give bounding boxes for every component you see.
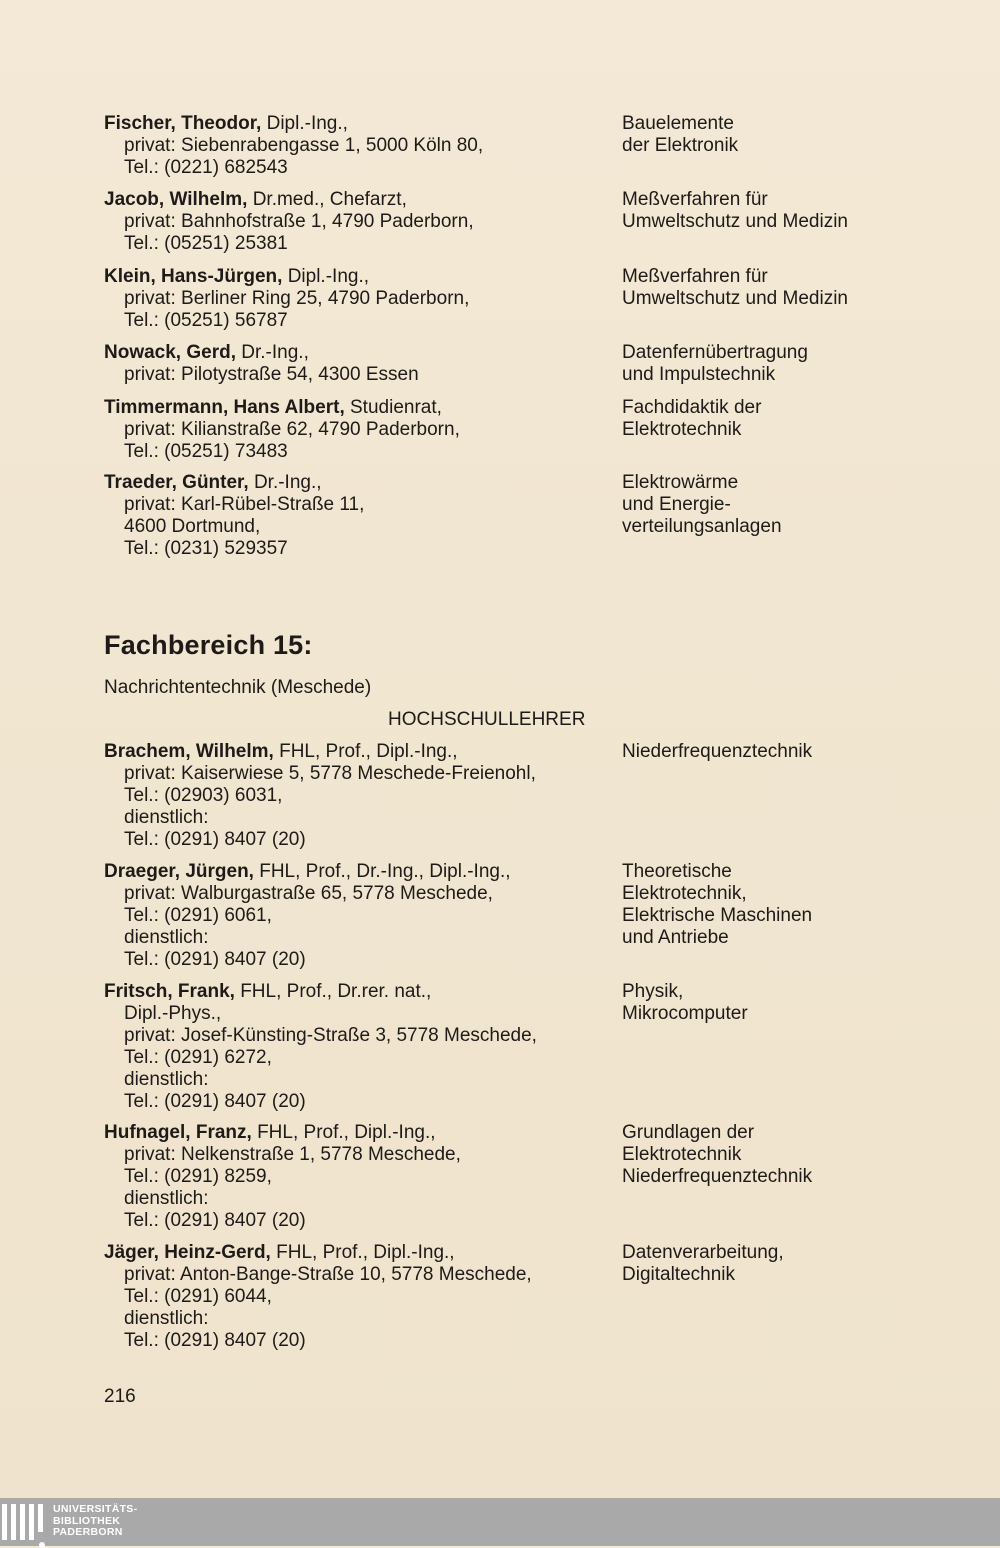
logo-line: PADERBORN <box>53 1526 123 1538</box>
staff-details <box>104 397 614 463</box>
staff-subject <box>622 1122 982 1188</box>
staff-name: Hufnagel, Franz, <box>104 1122 252 1143</box>
staff-detail-line: privat: Karl-Rübel-Straße 11, <box>124 494 365 515</box>
subject-line: Fachdidaktik der <box>622 397 762 418</box>
staff-header-line <box>104 981 614 1003</box>
staff-title: Dr.-Ing., <box>248 472 322 493</box>
staff-details <box>104 266 614 332</box>
staff-title: FHL, Prof., Dipl.-Ing., <box>270 1242 455 1263</box>
library-logo-icon <box>2 1504 46 1540</box>
staff-name: Jacob, Wilhelm, <box>104 189 248 210</box>
staff-detail-line: dienstlich: <box>124 1069 209 1090</box>
subject-line: der Elektronik <box>622 135 739 156</box>
staff-title: FHL, Prof., Dipl.-Ing., <box>273 741 458 762</box>
staff-title: Dr.med., Chefarzt, <box>247 189 407 210</box>
staff-subject <box>622 981 982 1025</box>
subject-line: Elektrotechnik, <box>622 883 747 904</box>
staff-detail-line: dienstlich: <box>124 1188 209 1209</box>
staff-details <box>104 189 614 255</box>
staff-detail-line: privat: Pilotystraße 54, 4300 Essen <box>124 364 419 385</box>
staff-title: FHL, Prof., Dr.rer. nat., <box>234 981 432 1002</box>
staff-name: Timmermann, Hans Albert, <box>104 397 345 418</box>
staff-title: FHL, Prof., Dipl.-Ing., <box>251 1122 436 1143</box>
staff-detail-line: Tel.: (0291) 6272, <box>124 1047 272 1068</box>
staff-detail-line: Tel.: (0231) 529357 <box>124 538 288 559</box>
staff-details <box>104 1122 614 1232</box>
staff-subject <box>622 472 982 538</box>
subject-line: Meßverfahren für <box>622 189 768 210</box>
subject-line: Physik, <box>622 981 684 1002</box>
staff-detail-line: Tel.: (05251) 25381 <box>124 233 288 254</box>
subject-line: Datenfernübertragung <box>622 342 808 363</box>
subject-line: Bauelemente <box>622 113 734 134</box>
staff-header-line <box>104 741 614 763</box>
staff-detail-line: dienstlich: <box>124 1308 209 1329</box>
subject-line: verteilungsanlagen <box>622 516 782 537</box>
staff-name: Fischer, Theodor, <box>104 113 262 134</box>
staff-subject <box>622 741 982 763</box>
staff-detail-line: privat: Siebenrabengasse 1, 5000 Köln 80, <box>124 135 484 156</box>
logo-line: BIBLIOTHEK <box>53 1514 121 1527</box>
staff-detail-line: Tel.: (0291) 8259, <box>124 1166 272 1187</box>
staff-header-line <box>104 189 614 211</box>
staff-header-line <box>104 861 614 883</box>
staff-subject <box>622 113 982 157</box>
subject-line: Mikrocomputer <box>622 1003 748 1024</box>
staff-subject <box>622 266 982 310</box>
staff-detail-line: Tel.: (0291) 8407 (20) <box>124 1330 306 1351</box>
staff-title: Dr.-Ing., <box>236 342 309 363</box>
subject-line: Elektrowärme <box>622 472 739 493</box>
footer-bar <box>0 1498 1000 1546</box>
subject-line: Umweltschutz und Medizin <box>622 288 848 309</box>
library-logo-text <box>53 1504 137 1539</box>
section-subtitle: Nachrichtentechnik (Meschede) <box>104 677 372 698</box>
staff-title: FHL, Prof., Dr.-Ing., Dipl.-Ing., <box>253 861 511 882</box>
staff-details <box>104 981 614 1113</box>
staff-header-line <box>104 1122 614 1144</box>
staff-detail-line: privat: Berliner Ring 25, 4790 Paderborn, <box>124 288 470 309</box>
staff-subject <box>622 397 982 441</box>
staff-name: Klein, Hans-Jürgen, <box>104 266 283 287</box>
staff-detail-line: Tel.: (0291) 8407 (20) <box>124 949 306 970</box>
subject-line: Meßverfahren für <box>622 266 768 287</box>
staff-name: Fritsch, Frank, <box>104 981 235 1002</box>
staff-header-line <box>104 266 614 288</box>
subject-line: und Antriebe <box>622 927 729 948</box>
staff-detail-line: Tel.: (05251) 56787 <box>124 310 288 331</box>
staff-name: Traeder, Günter, <box>104 472 249 493</box>
subject-line: und Impulstechnik <box>622 364 776 385</box>
page-number: 216 <box>104 1386 136 1407</box>
staff-title: Studienrat, <box>344 397 442 418</box>
staff-detail-line: Tel.: (02903) 6031, <box>124 785 283 806</box>
staff-details <box>104 342 614 386</box>
staff-detail-line: Tel.: (05251) 73483 <box>124 441 288 462</box>
staff-name: Nowack, Gerd, <box>104 342 236 363</box>
staff-details <box>104 113 614 179</box>
staff-header-line <box>104 113 614 135</box>
subject-line: Datenverarbeitung, <box>622 1242 784 1263</box>
staff-detail-line: 4600 Dortmund, <box>124 516 261 537</box>
subject-line: Niederfrequenztechnik <box>622 741 813 762</box>
staff-detail-line: dienstlich: <box>124 807 209 828</box>
subject-line: Grundlagen der <box>622 1122 755 1143</box>
staff-name: Jäger, Heinz-Gerd, <box>104 1242 271 1263</box>
staff-detail-line: privat: Josef-Künsting-Straße 3, 5778 Meschede, <box>124 1025 537 1046</box>
staff-details <box>104 1242 614 1352</box>
staff-header-line <box>104 342 614 364</box>
staff-subject <box>622 189 982 233</box>
staff-details <box>104 861 614 971</box>
staff-header-line <box>104 472 614 494</box>
subject-line: Elektrotechnik <box>622 419 742 440</box>
staff-details <box>104 472 614 560</box>
staff-detail-line: dienstlich: <box>124 927 209 948</box>
staff-title: Dipl.-Ing., <box>282 266 370 287</box>
staff-detail-line: Tel.: (0291) 8407 (20) <box>124 1210 306 1231</box>
staff-detail-line: privat: Walburgastraße 65, 5778 Meschede, <box>124 883 493 904</box>
subject-line: Umweltschutz und Medizin <box>622 211 848 232</box>
staff-detail-line: privat: Bahnhofstraße 1, 4790 Paderborn, <box>124 211 474 232</box>
staff-detail-line: Tel.: (0291) 6061, <box>124 905 272 926</box>
subject-line: und Energie- <box>622 494 731 515</box>
logo-line: UNIVERSITÄTS- <box>53 1503 138 1515</box>
staff-detail-line: Tel.: (0221) 682543 <box>124 157 288 178</box>
subject-line: Theoretische <box>622 861 732 882</box>
staff-title: Dipl.-Ing., <box>261 113 348 134</box>
staff-detail-line: Dipl.-Phys., <box>124 1003 222 1024</box>
staff-detail-line: Tel.: (0291) 6044, <box>124 1286 272 1307</box>
staff-details <box>104 741 614 851</box>
subject-line: Elektrotechnik <box>622 1144 742 1165</box>
staff-header-line <box>104 1242 614 1264</box>
staff-detail-line: Tel.: (0291) 8407 (20) <box>124 1091 306 1112</box>
subject-line: Elektrische Maschinen <box>622 905 813 926</box>
section-heading: Fachbereich 15: <box>104 630 313 660</box>
staff-name: Draeger, Jürgen, <box>104 861 254 882</box>
role-heading: HOCHSCHULLEHRER <box>388 709 586 730</box>
subject-line: Niederfrequenztechnik <box>622 1166 813 1187</box>
staff-subject <box>622 861 982 949</box>
staff-detail-line: privat: Anton-Bange-Straße 10, 5778 Meschede, <box>124 1264 532 1285</box>
subject-line: Digitaltechnik <box>622 1264 735 1285</box>
staff-name: Brachem, Wilhelm, <box>104 741 274 762</box>
staff-header-line <box>104 397 614 419</box>
staff-detail-line: Tel.: (0291) 8407 (20) <box>124 829 306 850</box>
staff-detail-line: privat: Kaiserwiese 5, 5778 Meschede-Freienohl, <box>124 763 536 784</box>
staff-subject <box>622 342 982 386</box>
staff-subject <box>622 1242 982 1286</box>
staff-detail-line: privat: Kilianstraße 62, 4790 Paderborn, <box>124 419 460 440</box>
staff-detail-line: privat: Nelkenstraße 1, 5778 Meschede, <box>124 1144 461 1165</box>
